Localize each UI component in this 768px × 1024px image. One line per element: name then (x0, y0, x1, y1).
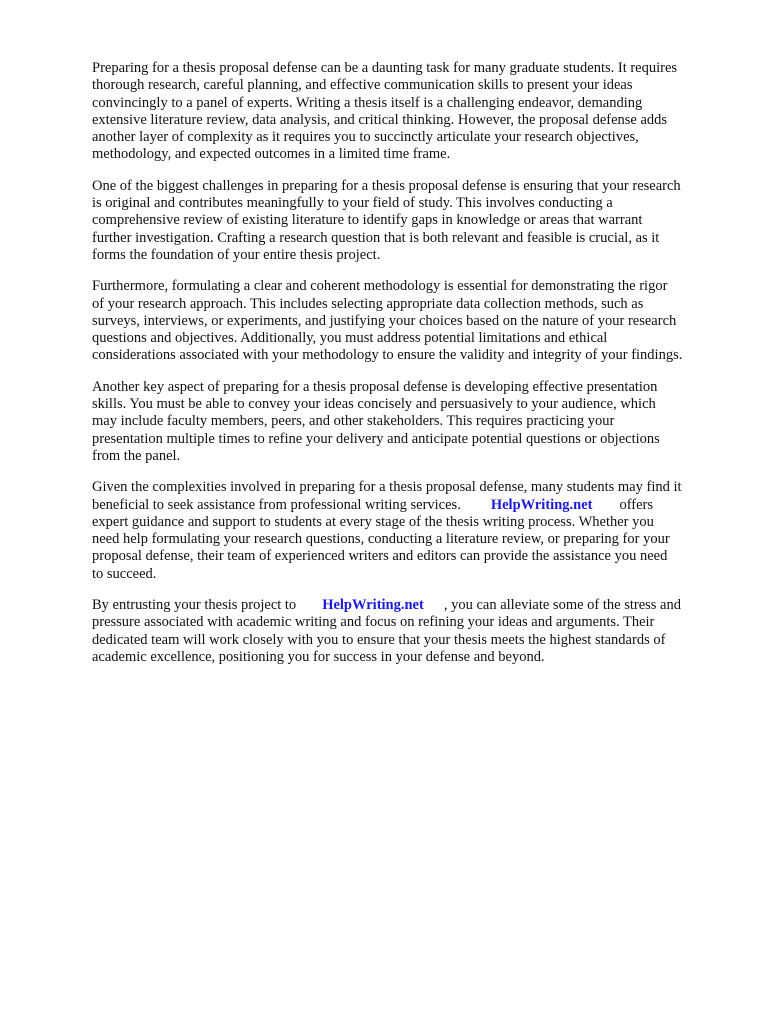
text-line: need help formulating your research questions, conducting a literature review, or preparing for your (92, 531, 670, 548)
text-line-with-link (92, 597, 732, 614)
text-line: comprehensive review of existing literature to identify gaps in knowledge or areas that warrant (92, 212, 643, 229)
text-line: presentation multiple times to refine your delivery and anticipate potential questions or objections (92, 430, 660, 447)
text-segment: By entrusting your thesis project to (92, 597, 297, 614)
text-segment: offers (619, 496, 654, 513)
text-line: from the panel. (92, 447, 181, 464)
text-line: may include faculty members, peers, and other stakeholders. This requires practicing your (92, 413, 615, 430)
text-line: Preparing for a thesis proposal defense can be a daunting task for many graduate students. It requires (92, 60, 678, 76)
text-line: to succeed. (92, 565, 157, 582)
text-line: skills. You must be able to convey your ideas concisely and persuasively to your audience, which (92, 396, 656, 413)
text-line: another layer of complexity as it requires you to succinctly articulate your research objectives, (92, 129, 639, 146)
paragraph-assistance (92, 479, 732, 583)
paragraph-challenges (92, 178, 732, 264)
paragraph-conclusion (92, 597, 732, 666)
text-line: Furthermore, formulating a clear and coherent methodology is essential for demonstrating the rigor (92, 278, 668, 295)
text-line: academic excellence, positioning you for success in your defense and beyond. (92, 648, 545, 665)
text-line: expert guidance and support to students at every stage of the thesis writing process. Whether you (92, 513, 654, 530)
text-line: dedicated team will work closely with you to ensure that your thesis meets the highest standards of (92, 631, 666, 648)
text-line: methodology, and expected outcomes in a limited time frame. (92, 146, 451, 163)
text-line: surveys, interviews, or experiments, and justifying your choices based on the nature of your research (92, 312, 677, 329)
text-line: One of the biggest challenges in preparing for a thesis proposal defense is ensuring that your research (92, 177, 681, 194)
text-segment: , you can alleviate some of the stress and (443, 597, 681, 614)
document-body (92, 60, 732, 680)
paragraph-intro (92, 60, 732, 164)
helpwriting-link[interactable]: HelpWriting.net (322, 597, 424, 614)
text-line-with-link (92, 497, 732, 514)
text-line: questions and objectives. Additionally, you must address potential limitations and ethical (92, 330, 608, 347)
text-line: convincingly to a panel of experts. Writing a thesis itself is a challenging endeavor, demanding (92, 94, 643, 111)
paragraph-presentation (92, 379, 732, 465)
text-segment: beneficial to seek assistance from professional writing services. (92, 496, 461, 513)
text-line: Given the complexities involved in preparing for a thesis proposal defense, many students may find it (92, 479, 682, 496)
text-line: forms the foundation of your entire thesis project. (92, 246, 381, 263)
text-line: pressure associated with academic writing and focus on refining your ideas and arguments. Their (92, 614, 655, 631)
text-line: thorough research, careful planning, and effective communication skills to present your ideas (92, 77, 633, 94)
text-line: of your research approach. This includes selecting appropriate data collection methods, such as (92, 295, 644, 312)
text-line: extensive literature review, data analysis, and critical thinking. However, the proposal defense adds (92, 111, 668, 128)
text-line: Another key aspect of preparing for a thesis proposal defense is developing effective presentation (92, 378, 658, 395)
paragraph-methodology (92, 278, 732, 364)
helpwriting-link[interactable]: HelpWriting.net (490, 496, 593, 513)
text-line: further investigation. Crafting a research question that is both relevant and feasible is crucial, as it (92, 229, 660, 246)
text-line: proposal defense, their team of experienced writers and editors can provide the assistance you need (92, 548, 668, 565)
text-line: is original and contributes meaningfully to your field of study. This involves conducting a (92, 195, 613, 212)
text-line: considerations associated with your methodology to ensure the validity and integrity of your findings. (92, 347, 683, 364)
